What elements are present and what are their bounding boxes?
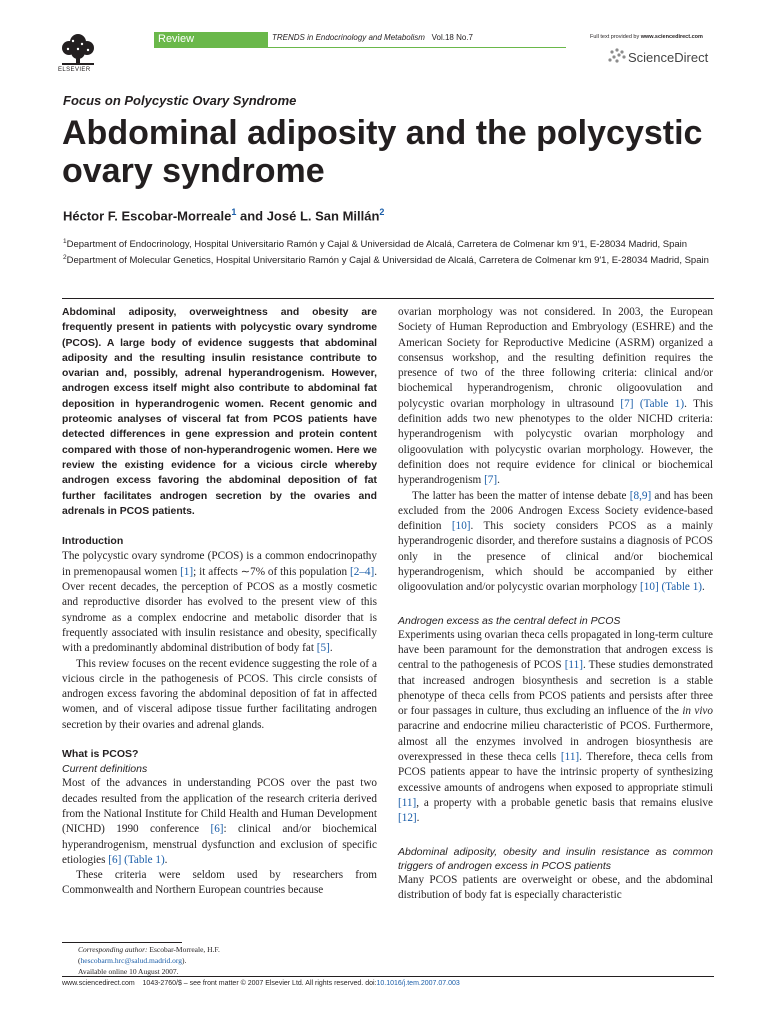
section-heading: Introduction (62, 535, 124, 548)
article-title: Abdominal adiposity and the polycystic ovary syndrome (62, 114, 703, 190)
email-link[interactable]: hescobarm.hrc@salud.madrid.org (80, 956, 183, 965)
text-run: The polycystic ovary syndrome (PCOS) is a common endocrinopathy in premenopausal women (62, 550, 377, 578)
author-name: Héctor F. Escobar-Morreale (63, 208, 232, 224)
doi-link[interactable]: 10.1016/j.tem.2007.07.003 (376, 980, 460, 987)
author-conjunction: and (236, 208, 267, 224)
affiliations (63, 235, 723, 267)
publisher-name: ELSEVIER (58, 67, 91, 73)
text-run: . Therefore, theca cells from PCOS patients appear to have the intrinsic property of synthesizing excessive amounts of androgens when exposed to appropriate stimuli (398, 751, 713, 794)
review-tab: Review (154, 32, 268, 47)
title-rule (62, 298, 714, 299)
text-run: . (329, 642, 333, 655)
paragraph (62, 776, 377, 868)
affiliation-text: Department of Endocrinology, Hospital Universitario Ramón y Cajal & Universidad de Alcalá, Carretera de Colmenar km 9′1, E-28034 Madrid, Spain (66, 239, 688, 251)
text-run: : clinical and/or biochemical hyperandrogenism, menstrual dysfunction and exclusion of specific etiologies (62, 823, 377, 866)
provider-line (590, 34, 703, 40)
footnote-rule (62, 942, 182, 943)
left-column (62, 305, 377, 899)
journal-name: TRENDS in Endocrinology and Metabolism (272, 33, 425, 42)
corresponding-author (78, 944, 220, 955)
journal-line (272, 33, 473, 42)
sciencedirect-name[interactable]: ScienceDirect (628, 50, 709, 65)
page-footer (62, 980, 460, 987)
citation-link[interactable]: [11] (560, 751, 580, 764)
paragraph (62, 549, 377, 656)
paragraph (398, 305, 713, 489)
text-run: Most of the advances in understanding PCOS over the past two decades resulted from the application of the research criteria derived from the National Institute for Child Health and Human Development (NICHD) 1990 conference (62, 777, 377, 836)
footnote-author: Escobar-Morreale, H.F. (147, 945, 220, 954)
paragraph (398, 628, 713, 827)
text-run: . (702, 581, 705, 594)
author-email-line (78, 955, 220, 966)
subsection-heading: Androgen excess as the central defect in PCOS (398, 614, 621, 627)
italic-term: in vivo (682, 705, 713, 718)
header-rule (154, 47, 566, 48)
citation-link[interactable]: [6] (210, 823, 224, 836)
citation-link[interactable]: [7] (484, 474, 498, 487)
paragraph (398, 489, 713, 596)
text-run: . This society considers PCOS as a mainly hyperandrogenic disorder, and therefore sustains a diagnosis of PCOS only in the presence of clinical and/or biochemical hyperandrogenism, which should be accompanied by either oligoovulation and/or polycystic ovarian morphology (398, 520, 713, 594)
table-link[interactable]: (Table 1) (124, 853, 165, 866)
text-run: . These studies demonstrated that increased androgen biosynthesis and secretion is a stable phenotype of theca cells from PCOS patients and persists after three or four passages in culture, thus excluding an influence of the (398, 659, 713, 718)
text-run: ovarian morphology was not considered. In 2003, the European Society of Human Reproduction and Embryology (ESHRE) and the American Society for Reproductive Medicine (ASRM) organized a consensus workshop, and the resulting definition requires the presence of two of the three following criteria: clinical and/or biochemical hyperandrogenism, chronic oligoovulation and polycystic ovarian morphology in ultrasound (398, 306, 713, 410)
footer-rule (62, 976, 714, 977)
text-run: ; it affects ∼7% of this population (193, 565, 350, 578)
text-run: . (416, 812, 420, 825)
abstract: Abdominal adiposity, overweightness and obesity are frequently present in patients with polycystic ovary syndrome (PCOS). A large body of evidence suggests that abdominal adiposity and the resulting insulin resistance contribute to ovarian and, possibly, adrenal hyperandrogenism. However, androgen excess itself might also contribute to abdominal fat deposition in hyperandrogenic women. Recent genomic and proteomic analyses of visceral fat from PCOS patients have detected differences in gene expression and protein content compared with those of non-hyperandrogenic women. Here we review the existing evidence for a vicious circle whereby androgen excess favoring the abdominal deposition of fat further facilitates androgen secretion by the ovaries and adrenals in PCOS patients. (62, 307, 377, 517)
text-run: The latter has been the matter of intense debate (412, 489, 630, 502)
affiliation-number: 1 (63, 238, 67, 245)
text-run: Experiments using ovarian theca cells propagated in long-term culture have been paramount for the demonstration that androgen excess is central to the pathogenesis of PCOS (398, 628, 713, 672)
citation-link[interactable]: [11] (564, 659, 583, 672)
text-run: and has been excluded from the 2006 Androgen Excess Society evidence-based definition (398, 489, 714, 533)
right-column (398, 305, 713, 903)
affiliation (63, 251, 723, 267)
subsection-heading: Current definitions (62, 763, 148, 776)
citation-link[interactable]: [10] (640, 581, 659, 594)
text-run: . (497, 474, 500, 487)
table-link[interactable]: (Table 1) (661, 581, 703, 594)
provider-link[interactable]: www.sciencedirect.com (640, 34, 703, 40)
affiliation-ref[interactable]: 2 (379, 207, 385, 217)
author-name: José L. San Millán (266, 208, 380, 224)
paren: ). (182, 956, 187, 965)
available-online: Available online 10 August 2007. (78, 967, 179, 976)
section-heading: What is PCOS? (62, 748, 139, 761)
paragraph: These criteria were seldom used by researchers from Commonwealth and Northern European countries because (62, 869, 377, 897)
citation-link[interactable]: [11] (398, 796, 417, 809)
paragraph: Many PCOS patients are overweight or obese, and the abdominal distribution of body fat is especially characteristic (398, 873, 713, 901)
paren: ( (78, 956, 81, 965)
footnote (78, 944, 220, 977)
affiliation-text: Department of Molecular Genetics, Hospital Universitario Ramón y Cajal & Universidad de Alcalá, Carretera de Colmenar km 9′1, E-28034 Madrid, Spain (66, 255, 709, 267)
text-run: , a property with a probable genetic basis that remains elusive (416, 796, 713, 809)
text-run: . (164, 853, 168, 866)
affiliation-number: 2 (63, 254, 67, 262)
subsection-heading: Abdominal adiposity, obesity and insulin resistance as common triggers of androgen excess in PCOS patients (398, 845, 713, 872)
journal-volume: Vol.18 No.7 (431, 33, 474, 42)
citation-link[interactable]: [6] (108, 853, 122, 866)
series-label: Focus on Polycystic Ovary Syndrome (63, 93, 297, 108)
text-run: paracrine and endocrine milieu characteristic of PCOS. Furthermore, almost all the enzymes involved in androgen biosynthesis are overexpressed in these theca cells (398, 720, 713, 764)
citation-link[interactable]: [10] (451, 520, 471, 533)
text-run: . Over recent decades, the perception of PCOS as a mostly cosmetic and reproductive disorder has evolved to the present view of this syndrome as a complex endocrine and metabolic disorder that is frequently associated with insulin resistance and obesity, specifically with a predominantly abdominal distribution of body fat (62, 565, 377, 655)
citation-link[interactable]: [1] (180, 565, 194, 578)
citation-link[interactable]: [2–4] (349, 565, 375, 578)
footer-issn: 1043-2760/$ – see front matter © 2007 Elsevier Ltd. All rights reserved. doi: (142, 980, 377, 987)
citation-link[interactable]: [7] (620, 397, 634, 410)
author-list (63, 207, 384, 223)
paragraph: This review focuses on the recent evidence suggesting the role of a vicious circle in the pathogenesis of PCOS. This circle consists of androgen excess favoring the abdominal deposition of fat in affected women, and of visceral adipose tissue further facilitating androgen secretion by their ovaries and adrenal glands. (62, 657, 377, 731)
citation-link[interactable]: [5] (316, 642, 330, 655)
footer-site-link[interactable]: www.sciencedirect.com (62, 980, 135, 987)
citation-link[interactable]: [8,9] (629, 489, 652, 502)
footnote-label: Corresponding author: (78, 945, 148, 954)
provider-prefix: Full text provided by (590, 34, 641, 40)
table-link[interactable]: (Table 1) (639, 397, 685, 410)
affiliation (63, 235, 723, 251)
affiliation-ref[interactable]: 1 (231, 207, 237, 217)
text-run: . This definition adds two new phenotypes to the older NICHD criteria: hyperandrogenism with polycystic ovarian morphology and oligoovulation with polycystic ovarian morphology. However, the definition does not require evidence for clinical or biochemical hyperandrogenism (398, 397, 714, 487)
citation-link[interactable]: [12] (398, 812, 417, 825)
